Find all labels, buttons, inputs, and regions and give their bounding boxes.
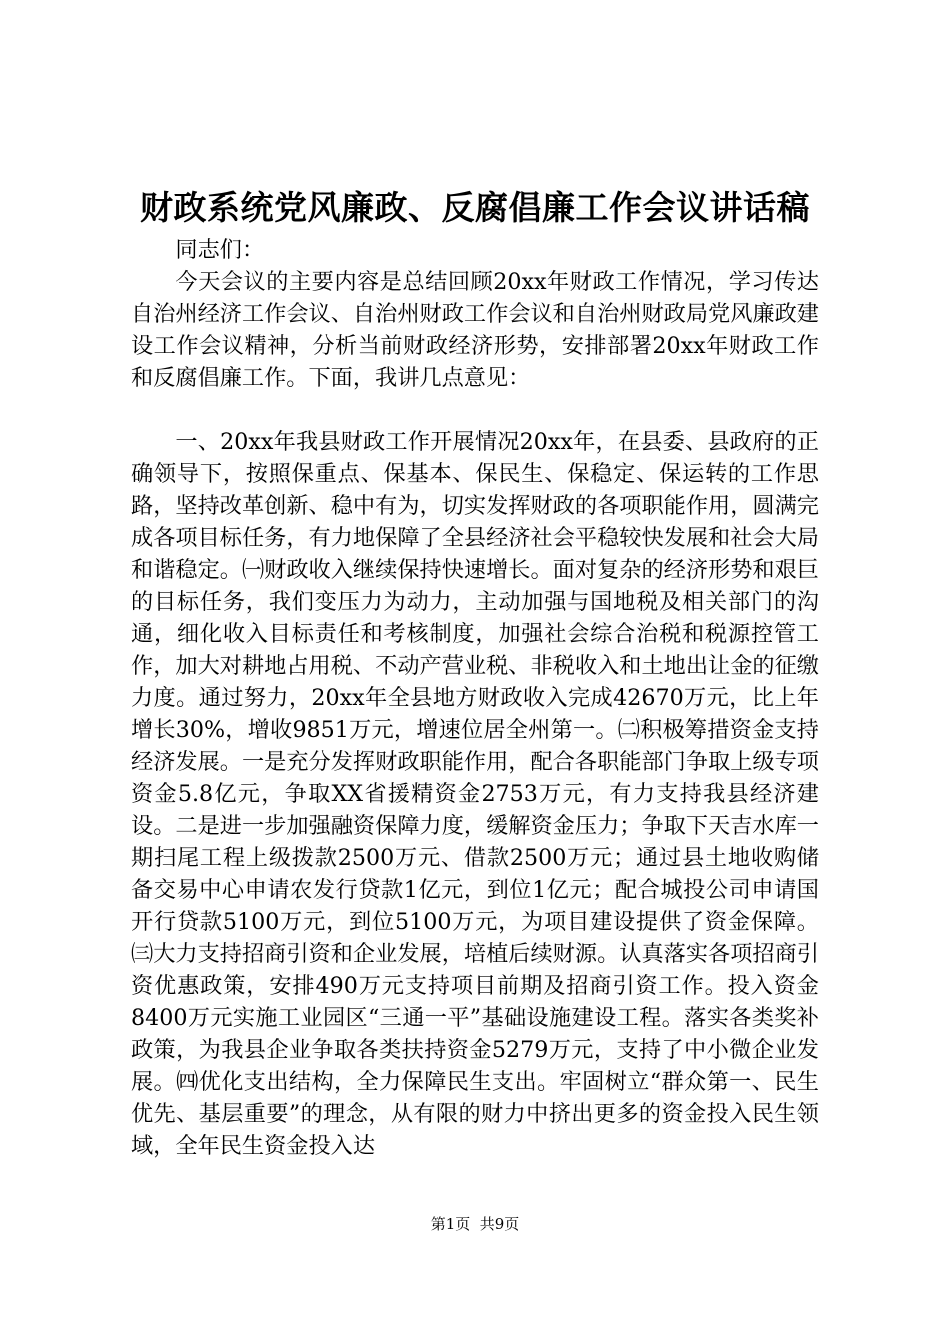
document-body (131, 234, 819, 1162)
paragraph-intro: 今天会议的主要内容是总结回顾20xx年财政工作情况，学习传达自治州经济工作会议、自治州财政工作会议和自治州财政局党风廉政建设工作会议精神，分析当前财政经济形势，安排部署20xx年财政工作和反腐倡廉工作。下面，我讲几点意见： (131, 269, 819, 391)
paragraph-section-one: 一、20xx年我县财政工作开展情况20xx年，在县委、县政府的正确领导下，按照保重点、保基本、保民生、保稳定、保运转的工作思路，坚持改革创新、稳中有为，切实发挥财政的各项职能作用，圆满完成各项目标任务，有力地保障了全县经济社会平稳较快发展和社会大局和谐稳定。㈠财政收入继续保持快速增长。面对复杂的经济形势和艰巨的目标任务，我们变压力为动力，主动加强与国地税及相关部门的沟通，细化收入目标责任和考核制度，加强社会综合治税和税源控管工作，加大对耕地占用税、不动产营业税、非税收入和土地出让金的征缴力度。通过努力，20xx年全县地方财政收入完成42670万元，比上年增长30%，增收9851万元，增速位居全州第一。㈡积极筹措资金支持经济发展。一是充分发挥财政职能作用，配合各职能部门争取上级专项资金5.8亿元，争取XX省援精资金2753万元，有力支持我县经济建设。二是进一步加强融资保障力度，缓解资金压力；争取下天吉水库一期扫尾工程上级拨款2500万元、借款2500万元；通过县土地收购储备交易中心申请农发行贷款1亿元，到位1亿元；配合城投公司申请国开行贷款5100万元，到位5100万元，为项目建设提供了资金保障。㈢大力支持招商引资和企业发展，培植后续财源。认真落实各项招商引资优惠政策，安排490万元支持项目前期及招商引资工作。投入资金8400万元实施工业园区“三通一平”基础设施建设工程。落实各类奖补政策，为我县企业争取各类扶持资金5279万元，支持了中小微企业发展。㈣优化支出结构，全力保障民生支出。牢固树立“群众第一、民生优先、基层重要”的理念，从有限的财力中挤出更多的资金投入民生领域，全年民生资金投入达 (131, 429, 819, 1159)
page-number: 第1页 共9页 (430, 1215, 520, 1233)
page-footer (0, 1214, 950, 1234)
greeting-line: 同志们： (175, 237, 265, 263)
document-title: 财政系统党风廉政、反腐倡廉工作会议讲话稿 (140, 188, 810, 227)
